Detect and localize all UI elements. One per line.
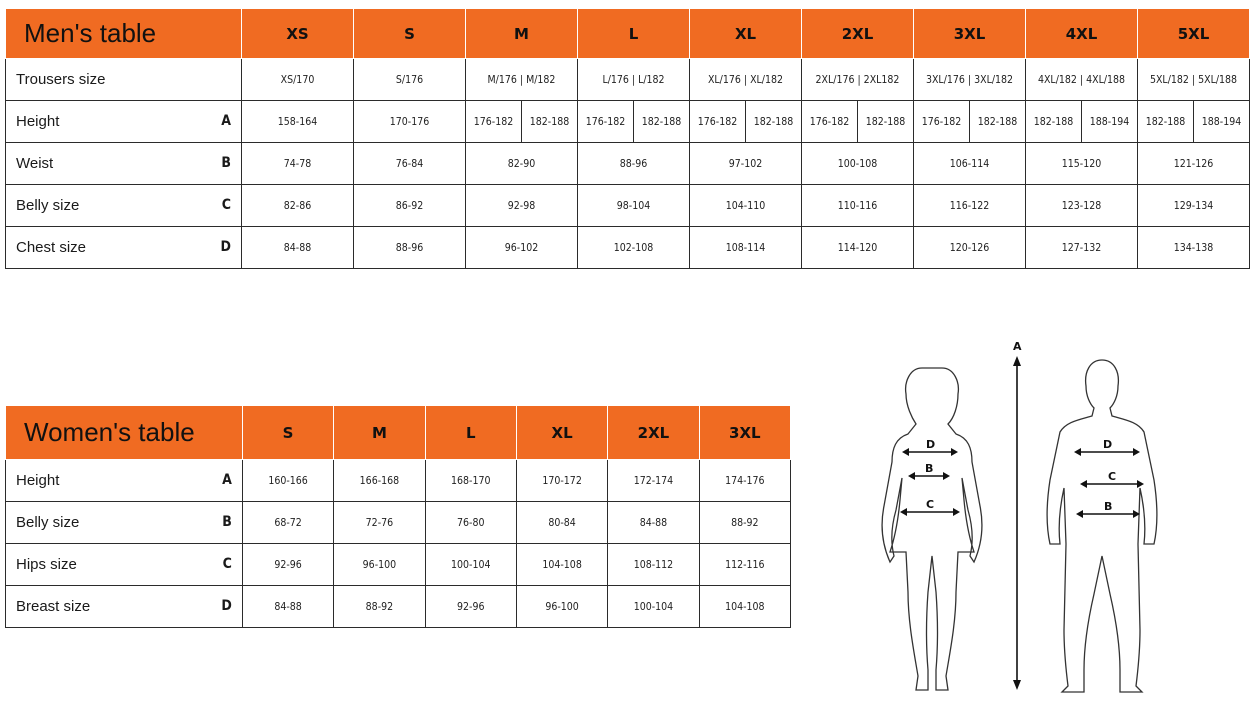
mens-table-row — [6, 143, 1250, 185]
mens-value-cell: 88-96 — [578, 143, 690, 185]
measure-letter: A — [221, 113, 231, 129]
man-measure-arrows — [1074, 438, 1144, 518]
man-silhouette — [1047, 360, 1157, 692]
mens-value-cell: 182-188 — [1138, 101, 1194, 143]
mens-size-header: 3XL — [914, 9, 1026, 59]
mens-value-cell: M/176 | M/182 — [466, 59, 578, 101]
womens-value-cell: 160-166 — [242, 460, 333, 502]
mens-value-cell: 3XL/176 | 3XL/182 — [914, 59, 1026, 101]
mens-value-cell: 108-114 — [690, 227, 802, 269]
mens-value-cell: 176-182 — [466, 101, 522, 143]
womens-value-cell: 100-104 — [425, 544, 516, 586]
measurement-illustration — [870, 330, 1200, 698]
measure-arrow-label: B — [925, 462, 934, 475]
mens-header-row — [6, 9, 1250, 59]
womens-value-cell: 172-174 — [608, 460, 699, 502]
mens-value-cell: 4XL/182 | 4XL/188 — [1026, 59, 1138, 101]
mens-row-label — [6, 59, 242, 101]
mens-size-header: L — [578, 9, 690, 59]
mens-value-cell: 182-188 — [970, 101, 1026, 143]
mens-value-cell: 188-194 — [1082, 101, 1138, 143]
womens-row-label — [6, 460, 243, 502]
mens-value-cell: 84-88 — [242, 227, 354, 269]
woman-measure-arrows — [900, 438, 960, 516]
mens-value-cell: 120-126 — [914, 227, 1026, 269]
mens-value-cell: XS/170 — [242, 59, 354, 101]
mens-value-cell: XL/176 | XL/182 — [690, 59, 802, 101]
womens-size-header: 3XL — [699, 406, 790, 460]
womens-value-cell: 76-80 — [425, 502, 516, 544]
womens-value-cell: 92-96 — [425, 586, 516, 628]
row-label-text: Chest size — [16, 239, 87, 256]
mens-table-row — [6, 59, 1250, 101]
womens-row-label — [6, 502, 243, 544]
height-arrow — [1013, 340, 1022, 690]
mens-value-cell: 97-102 — [690, 143, 802, 185]
mens-value-cell: 74-78 — [242, 143, 354, 185]
mens-value-cell: 182-188 — [634, 101, 690, 143]
measure-letter: D — [220, 239, 231, 255]
mens-value-cell: 104-110 — [690, 185, 802, 227]
mens-row-label — [6, 101, 242, 143]
womens-size-table — [5, 405, 791, 628]
womens-size-header: 2XL — [608, 406, 699, 460]
mens-value-cell: 121-126 — [1138, 143, 1250, 185]
mens-value-cell: 182-188 — [1026, 101, 1082, 143]
mens-value-cell: 92-98 — [466, 185, 578, 227]
womens-value-cell: 80-84 — [516, 502, 607, 544]
measure-arrow — [902, 438, 958, 456]
mens-size-table — [5, 8, 1250, 269]
womens-value-cell: 88-92 — [699, 502, 790, 544]
row-label-text: Belly size — [16, 514, 80, 531]
mens-value-cell: 2XL/176 | 2XL182 — [802, 59, 914, 101]
measure-arrow — [1076, 500, 1140, 518]
womens-header-row — [6, 406, 791, 460]
womens-value-cell: 88-92 — [334, 586, 425, 628]
mens-table-row — [6, 185, 1250, 227]
mens-row-label — [6, 227, 242, 269]
womens-value-cell: 84-88 — [242, 586, 333, 628]
mens-value-cell: 88-96 — [354, 227, 466, 269]
measure-arrow — [908, 462, 950, 480]
mens-value-cell: 188-194 — [1194, 101, 1250, 143]
womens-value-cell: 108-112 — [608, 544, 699, 586]
womens-table-row — [6, 544, 791, 586]
mens-value-cell: 182-188 — [858, 101, 914, 143]
mens-value-cell: S/176 — [354, 59, 466, 101]
womens-value-cell: 84-88 — [608, 502, 699, 544]
mens-value-cell: 98-104 — [578, 185, 690, 227]
mens-table-row — [6, 227, 1250, 269]
womens-value-cell: 168-170 — [425, 460, 516, 502]
row-label-text: Weist — [16, 155, 54, 172]
mens-table-row — [6, 101, 1250, 143]
womens-value-cell: 104-108 — [699, 586, 790, 628]
womens-value-cell: 104-108 — [516, 544, 607, 586]
row-label-text: Belly size — [16, 197, 80, 214]
mens-size-header: 5XL — [1138, 9, 1250, 59]
womens-value-cell: 166-168 — [334, 460, 425, 502]
measure-letter: B — [222, 514, 232, 530]
row-label-text: Breast size — [16, 598, 91, 615]
womens-row-label — [6, 544, 243, 586]
measure-arrow-label: B — [1104, 500, 1113, 513]
row-label-text: Hips size — [16, 556, 77, 573]
womens-value-cell: 170-172 — [516, 460, 607, 502]
mens-table-title: Men's table — [6, 9, 242, 59]
womens-table-title: Women's table — [6, 406, 243, 460]
mens-value-cell: 116-122 — [914, 185, 1026, 227]
mens-value-cell: 102-108 — [578, 227, 690, 269]
measure-arrow-label: C — [1108, 470, 1117, 483]
mens-value-cell: L/176 | L/182 — [578, 59, 690, 101]
womens-value-cell: 92-96 — [242, 544, 333, 586]
mens-value-cell: 123-128 — [1026, 185, 1138, 227]
mens-value-cell: 176-182 — [802, 101, 858, 143]
mens-size-header: S — [354, 9, 466, 59]
row-label-text: Height — [16, 472, 60, 489]
mens-value-cell: 129-134 — [1138, 185, 1250, 227]
body-measurement-figure — [870, 330, 1200, 698]
measure-arrow — [1080, 470, 1144, 488]
measure-arrow — [900, 498, 960, 516]
womens-size-header: M — [334, 406, 425, 460]
womens-value-cell: 100-104 — [608, 586, 699, 628]
womens-value-cell: 112-116 — [699, 544, 790, 586]
mens-size-header: XS — [242, 9, 354, 59]
row-label-text: Height — [16, 113, 60, 130]
mens-value-cell: 115-120 — [1026, 143, 1138, 185]
measure-letter: D — [221, 598, 232, 614]
row-label-text: Trousers size — [16, 71, 106, 88]
measure-letter: C — [222, 556, 232, 572]
womens-value-cell: 96-100 — [334, 544, 425, 586]
mens-value-cell: 96-102 — [466, 227, 578, 269]
height-marker-label: A — [1013, 340, 1022, 353]
womens-size-header: XL — [516, 406, 607, 460]
womens-value-cell: 72-76 — [334, 502, 425, 544]
mens-value-cell: 5XL/182 | 5XL/188 — [1138, 59, 1250, 101]
mens-value-cell: 86-92 — [354, 185, 466, 227]
mens-value-cell: 134-138 — [1138, 227, 1250, 269]
mens-row-label — [6, 143, 242, 185]
womens-value-cell: 174-176 — [699, 460, 790, 502]
measure-arrow-label: D — [1103, 438, 1113, 451]
womens-table-row — [6, 502, 791, 544]
mens-size-header: 4XL — [1026, 9, 1138, 59]
mens-size-header: M — [466, 9, 578, 59]
mens-size-header: 2XL — [802, 9, 914, 59]
mens-value-cell: 114-120 — [802, 227, 914, 269]
mens-value-cell: 100-108 — [802, 143, 914, 185]
mens-value-cell: 182-188 — [746, 101, 802, 143]
mens-value-cell: 110-116 — [802, 185, 914, 227]
measure-arrow-label: C — [926, 498, 935, 511]
mens-value-cell: 176-182 — [914, 101, 970, 143]
womens-value-cell: 68-72 — [242, 502, 333, 544]
mens-value-cell: 158-164 — [242, 101, 354, 143]
measure-letter: C — [221, 197, 231, 213]
womens-row-label — [6, 586, 243, 628]
womens-size-header: L — [425, 406, 516, 460]
measure-arrow — [1074, 438, 1140, 456]
mens-value-cell: 82-86 — [242, 185, 354, 227]
mens-value-cell: 176-182 — [690, 101, 746, 143]
measure-arrow-label: D — [926, 438, 936, 451]
womens-size-header: S — [242, 406, 333, 460]
mens-value-cell: 170-176 — [354, 101, 466, 143]
womens-table-row — [6, 460, 791, 502]
womens-table-row — [6, 586, 791, 628]
mens-size-header: XL — [690, 9, 802, 59]
mens-value-cell: 82-90 — [466, 143, 578, 185]
mens-value-cell: 176-182 — [578, 101, 634, 143]
mens-value-cell: 182-188 — [522, 101, 578, 143]
measure-letter: A — [222, 472, 232, 488]
mens-value-cell: 127-132 — [1026, 227, 1138, 269]
womens-value-cell: 96-100 — [516, 586, 607, 628]
measure-letter: B — [221, 155, 231, 171]
mens-row-label — [6, 185, 242, 227]
mens-value-cell: 106-114 — [914, 143, 1026, 185]
woman-silhouette — [882, 368, 982, 690]
mens-value-cell: 76-84 — [354, 143, 466, 185]
